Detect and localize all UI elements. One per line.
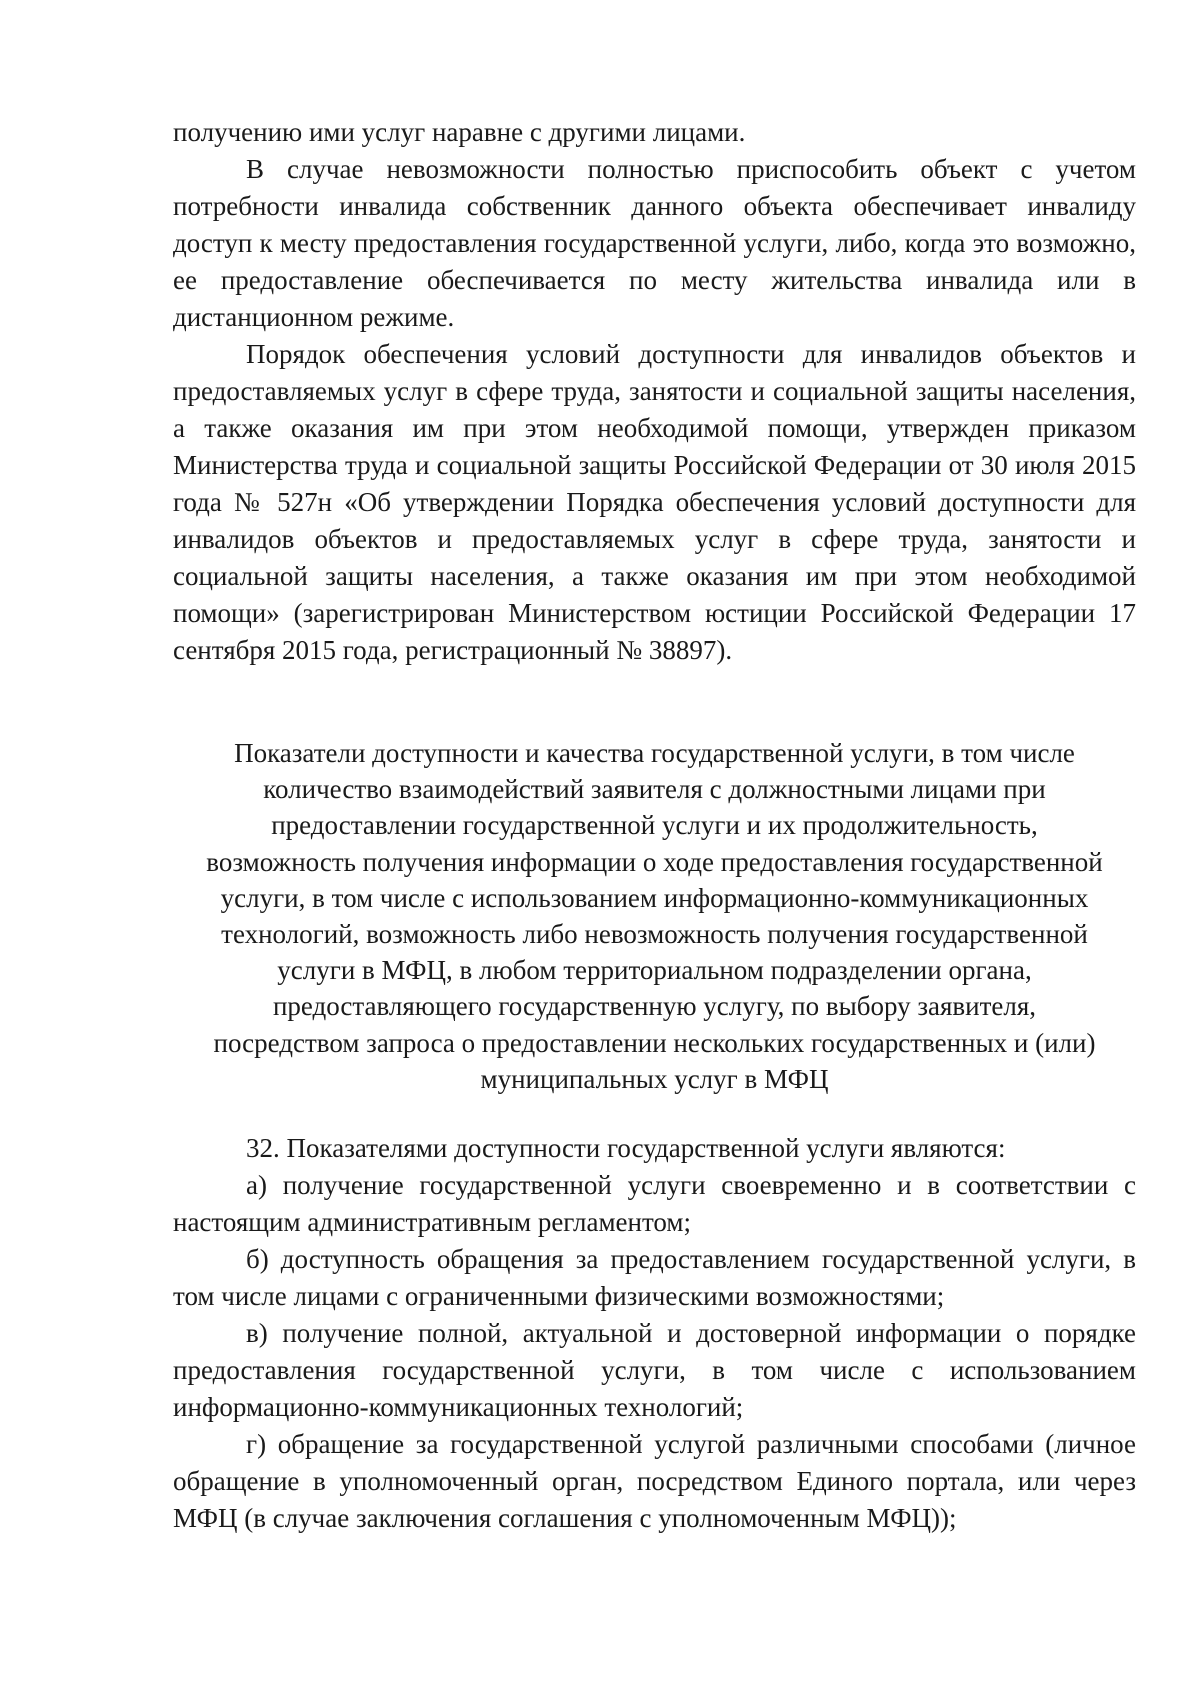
heading-line: возможность получения информации о ходе предоставления государственной [206, 846, 1103, 877]
heading-line: Показатели доступности и качества государственной услуги, в том числе [234, 738, 1075, 768]
section-heading [173, 735, 1136, 1097]
list-item-b: б) доступность обращения за предоставлением государственной услуги, в том числе лицами с ограниченными физическими возможностями; [173, 1244, 1136, 1311]
heading-line: количество взаимодействий заявителя с должностными лицами при [263, 774, 1046, 805]
paragraph-accessibility-alternative: В случае невозможности полностью приспособить объект с учетом потребности инвалида собственник данного объекта обеспечивает инвалиду доступ к месту предоставления государственной услуги, либо, когда это возможно, ее предоставление обеспечивается по месту жительства инвалида или в дистанционном режиме. [173, 154, 1136, 332]
heading-line: посредством запроса о предоставлении нескольких государственных и (или) [213, 1027, 1096, 1058]
heading-line: муниципальных услуг в МФЦ [480, 1063, 829, 1094]
paragraph-accessibility-order: Порядок обеспечения условий доступности для инвалидов объектов и предоставляемых услуг в сфере труда, занятости и социальной защиты населения, а также оказания им при этом необходимой помощи, утвержден приказом Министерства труда и социальной защиты Российской Федерации от 30 июля 2015 года № 527н «Об утверждении Порядка обеспечения условий доступности для инвалидов объектов и предоставляемых услуг в сфере труда, занятости и социальной защиты населения, а также оказания им при этом необходимой помощи» (зарегистрирован Министерством юстиции Российской Федерации 17 сентября 2015 года, регистрационный № 38897). [173, 339, 1136, 665]
top-text-block [173, 114, 1136, 669]
section-32 [173, 1130, 1136, 1537]
list-item-g: г) обращение за государственной услугой различными способами (личное обращение в уполномоченный орган, посредством Единого портала, или через МФЦ (в случае заключения соглашения с уполномоченным МФЦ)); [173, 1429, 1136, 1533]
heading-line: предоставляющего государственную услугу, по выбору заявителя, [272, 991, 1037, 1022]
section-32-title: 32. Показателями доступности государственной услуги являются: [246, 1133, 1006, 1163]
heading-line: технологий, возможность либо невозможность получения государственной [221, 919, 1088, 950]
list-item-a: а) получение государственной услуги своевременно и в соответствии с настоящим административным регламентом; [173, 1170, 1136, 1237]
heading-line: услуги в МФЦ, в любом территориальном подразделении органа, [277, 955, 1032, 986]
list-item-v: в) получение полной, актуальной и достоверной информации о порядке предоставления государственной услуги, в том числе с использованием информационно-коммуникационных технологий; [173, 1318, 1136, 1422]
heading-line: предоставлении государственной услуги и их продолжительность, [271, 810, 1038, 841]
paragraph-continuation: получению ими услуг наравне с другими лицами. [173, 117, 746, 147]
heading-line: услуги, в том числе с использованием информационно-коммуникационных [220, 882, 1089, 913]
